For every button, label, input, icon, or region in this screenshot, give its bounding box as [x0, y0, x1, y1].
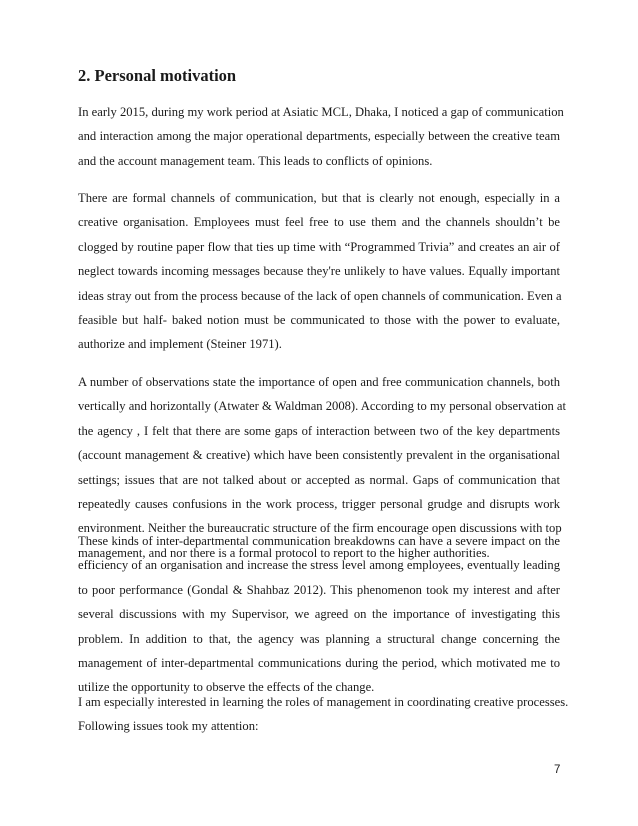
- text-line: In early 2015, during my work period at Asiatic MCL, Dhaka, I noticed a gap of communication: [78, 105, 564, 119]
- text-line: efficiency of an organisation and increase the stress level among employees, eventually leading: [78, 558, 560, 573]
- text-line: to poor performance (Gondal & Shahbaz 2012). This phenomenon took my interest and after: [78, 582, 560, 597]
- text-line: vertically and horizontally (Atwater & Waldman 2008). According to my personal observation at: [78, 399, 567, 414]
- text-line: neglect towards incoming messages because they're unlikely to have values. Equally important: [78, 264, 560, 279]
- text-line: settings; issues that are not talked about or accepted as normal. Gaps of communication that: [78, 472, 560, 487]
- text-line: I am especially interested in learning the roles of management in coordinating creative processes.: [78, 695, 569, 709]
- paragraph-gap-of-communication: [78, 100, 564, 173]
- text-line: repeatedly causes confusions in the work process, trigger personal grudge and disrupts work: [78, 497, 560, 512]
- text-line: Following issues took my attention:: [78, 719, 259, 734]
- text-line: clogged by routine paper flow that ties up time with “Programmed Trivia” and creates an air of: [78, 239, 560, 254]
- text-line: ideas stray out from the process because of the lack of open channels of communication. Even a: [78, 288, 562, 303]
- text-line: These kinds of inter-departmental communication breakdowns can have a severe impact on the: [78, 534, 560, 548]
- text-line: and interaction among the major operational departments, especially between the creative team: [78, 129, 560, 144]
- text-line: problem. In addition to that, the agency was planning a structural change concerning the: [78, 631, 560, 646]
- text-line: and the account management team. This leads to conflicts of opinions.: [78, 153, 433, 168]
- text-line: management of inter-departmental communications during the period, which motivated me to: [78, 656, 560, 671]
- section-heading: 2. Personal motivation: [78, 66, 237, 85]
- text-line: utilize the opportunity to observe the effects of the change.: [78, 680, 375, 695]
- text-line: several discussions with my Supervisor, we agreed on the importance of investigating this: [78, 607, 560, 622]
- text-line: (account management & creative) which have been consistently prevalent in the organisational: [78, 448, 560, 463]
- paragraph-breakdowns: [78, 529, 560, 700]
- text-line: feasible but half- baked notion must be communicated to those with the power to evaluate,: [78, 313, 560, 328]
- paragraph-formal-channels: [78, 186, 560, 357]
- text-line: environment. Neither the bureaucratic structure of the firm encourage open discussions with top: [78, 521, 562, 536]
- text-line: creative organisation. Employees must feel free to use them and the channels shouldn’t be: [78, 215, 560, 230]
- text-line: management, and nor there is a formal protocol to report to the higher authorities.: [78, 545, 490, 560]
- page-number: 7: [554, 764, 561, 776]
- text-line: A number of observations state the importance of open and free communication channels, both: [78, 375, 560, 389]
- text-line: the agency , I felt that there are some gaps of interaction between two of the key departments: [78, 423, 560, 438]
- text-line: authorize and implement (Steiner 1971).: [78, 337, 282, 352]
- text-line: There are formal channels of communication, but that is clearly not enough, especially in a: [78, 191, 560, 205]
- paragraph-interest: [78, 690, 569, 739]
